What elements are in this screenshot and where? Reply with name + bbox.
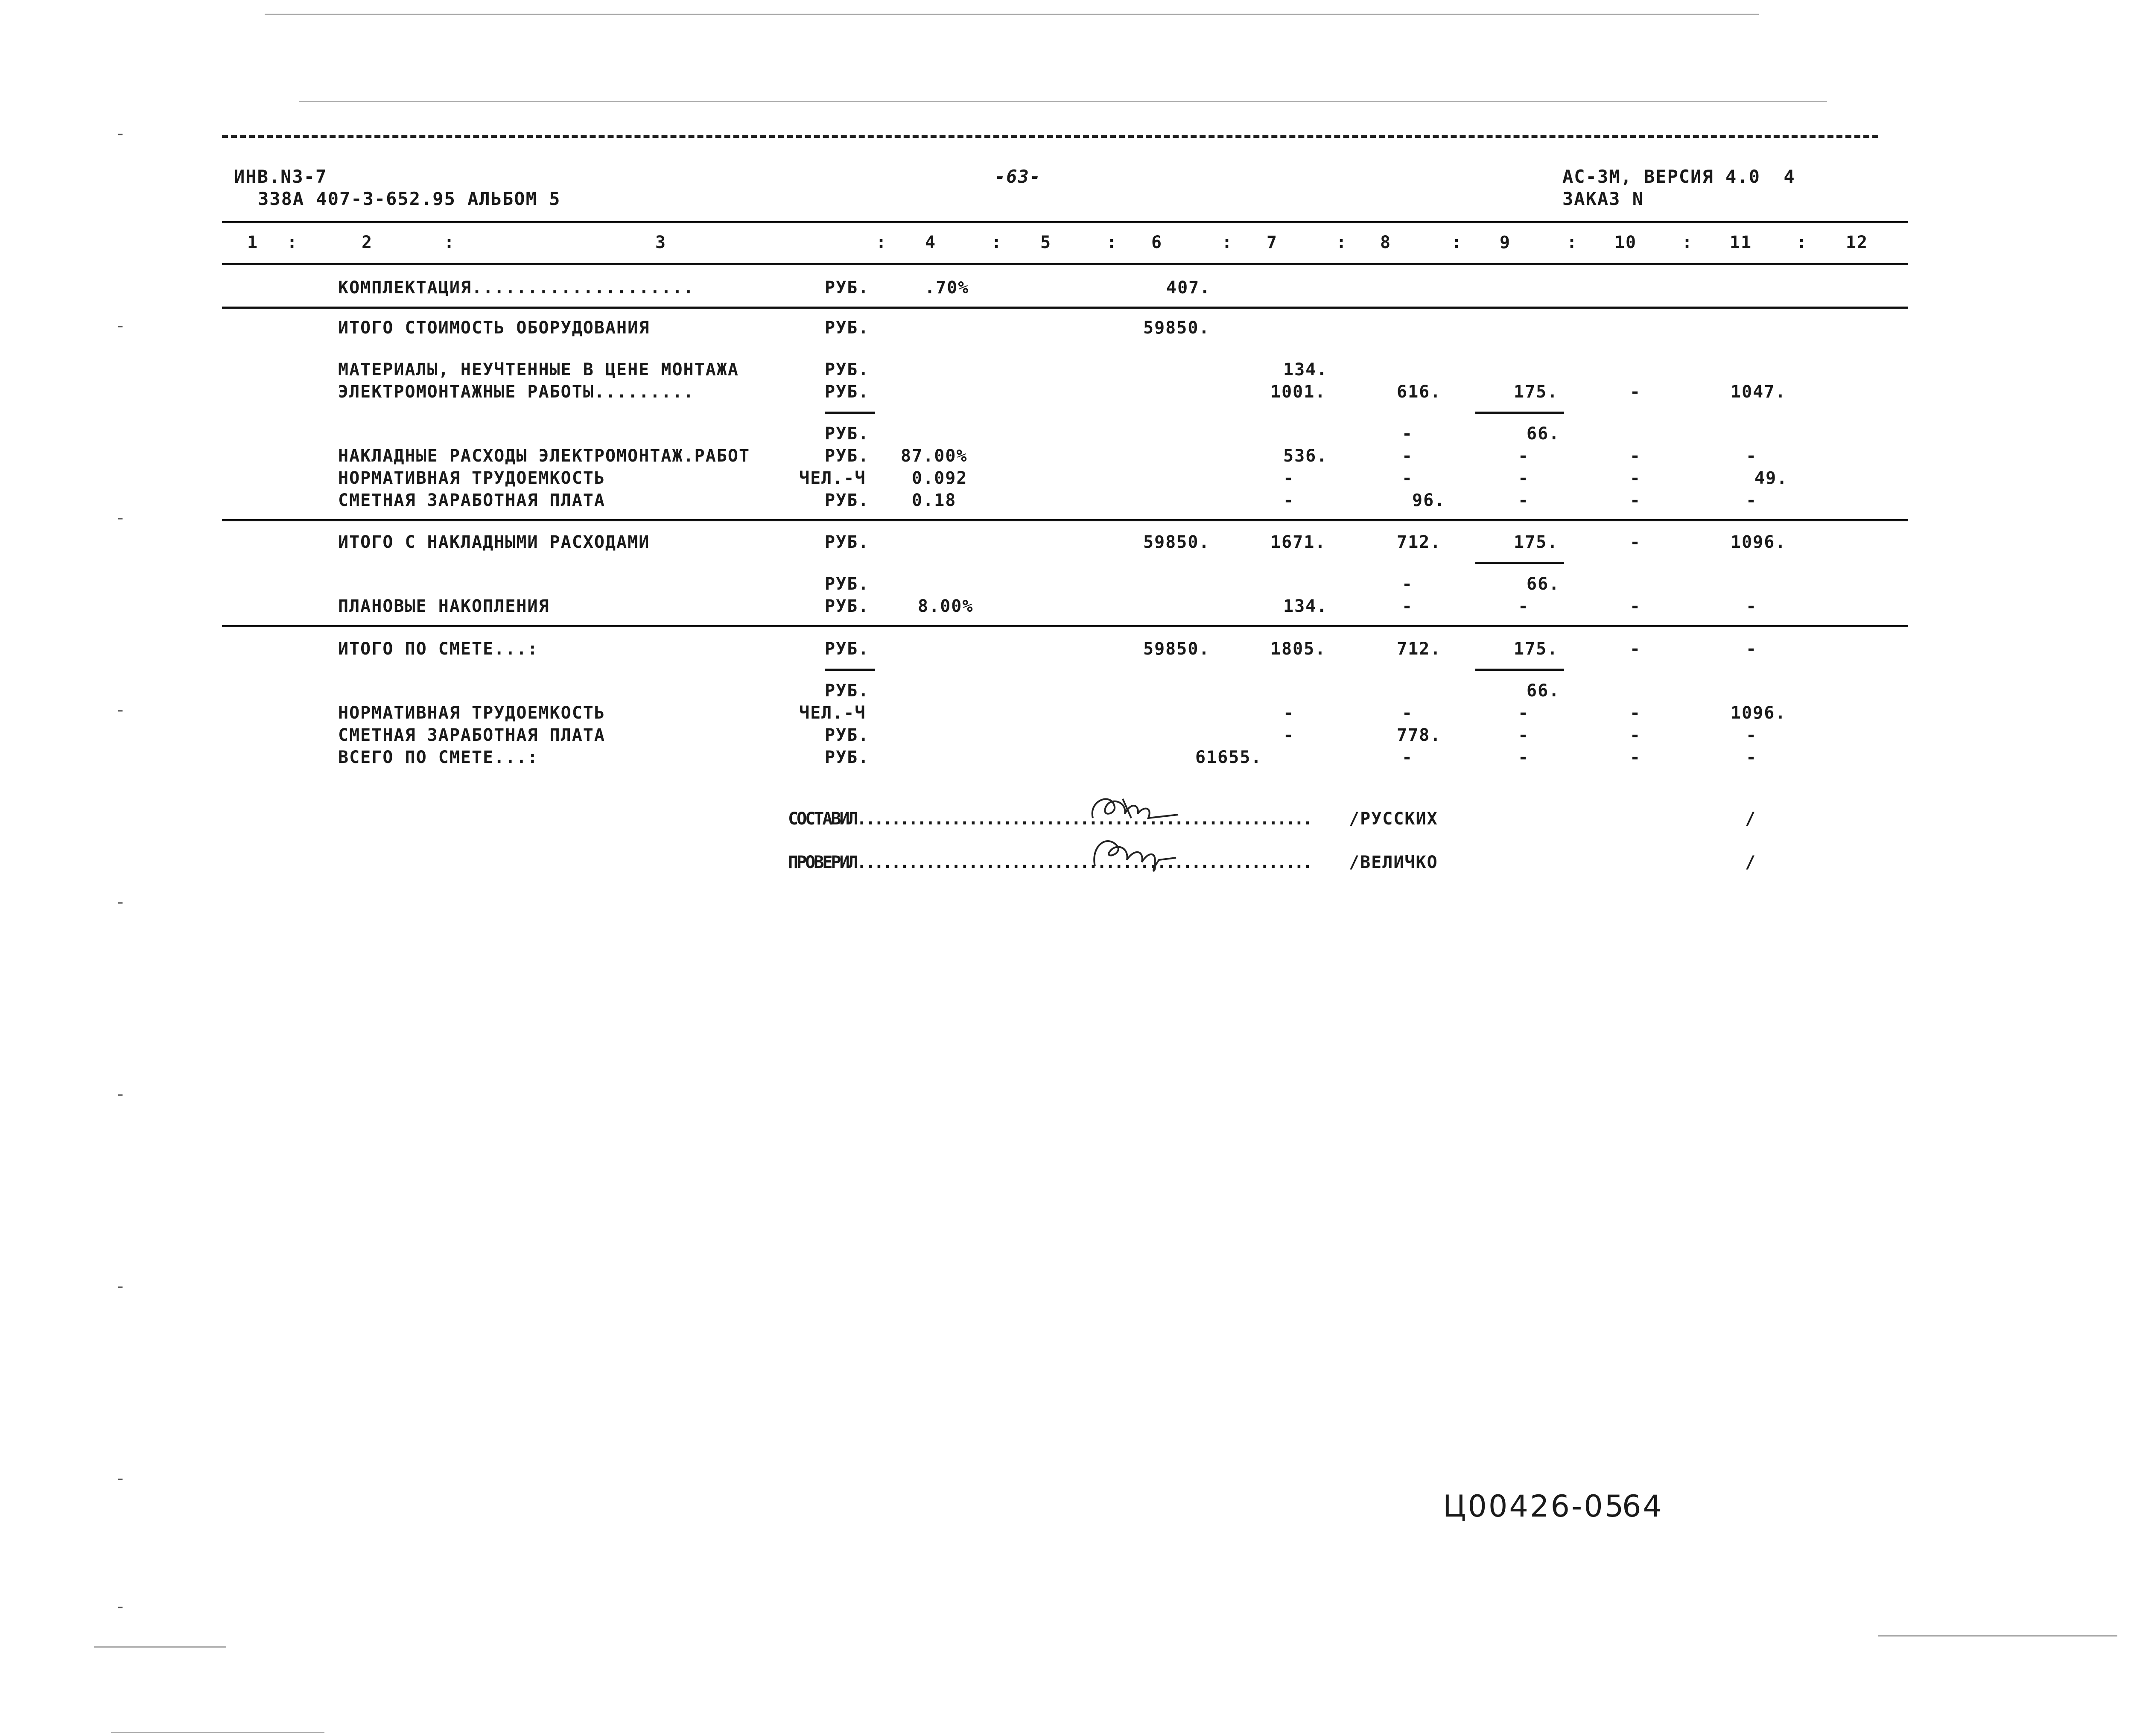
cell-zarplata-b-c10: - (1630, 725, 1641, 745)
compiled-by-end: / (1745, 809, 1757, 829)
col-header-3: 3 (655, 233, 667, 252)
cell-itogo-smeta-c11: - (1746, 639, 1757, 659)
checked-by-line: ПРОВЕРИЛ..................................................... (788, 853, 1311, 872)
col-header-6: 6 (1151, 233, 1163, 252)
section-rule-2 (222, 519, 1908, 521)
cell-trudoemkost-b-c8: - (1402, 703, 1413, 723)
cell-vsego-c6: 61655. (1195, 748, 1262, 767)
col-sep-2: : (444, 233, 455, 252)
album-reference: 338А 407-3-652.95 АЛЬБОМ 5 (258, 188, 561, 209)
cell-itogo-nakladnye-c7: 1671. (1270, 532, 1326, 552)
col-header-9: 9 (1499, 233, 1511, 252)
row-name-zarplata-b: СМЕТНАЯ ЗАРАБОТНАЯ ПЛАТА (338, 725, 605, 745)
cell-itogo-nakladnye-c10: - (1630, 532, 1641, 552)
cell-nakladnye-c4: 87.00% (901, 446, 968, 466)
cell-rub-b-c8: - (1402, 574, 1413, 594)
row-name-nakladnye: НАКЛАДНЫЕ РАСХОДЫ ЭЛЕКТРОМОНТАЖ.РАБОТ (338, 446, 750, 466)
edge-mark-9: - (115, 1597, 126, 1616)
row-name-zarplata-a: СМЕТНАЯ ЗАРАБОТНАЯ ПЛАТА (338, 491, 605, 510)
page-number: -63- (995, 166, 1042, 187)
row-name-vsego: ВСЕГО ПО СМЕТЕ...: (338, 748, 539, 767)
cell-planovye-c9: - (1518, 596, 1530, 616)
cell-planovye-c4: 8.00% (918, 596, 974, 616)
edge-mark-6: - (115, 1084, 126, 1104)
compiled-by-line: СОСТАВИЛ..................................................... (788, 809, 1311, 829)
cell-zarplata-a-c11: - (1746, 491, 1757, 510)
cell-vsego-c11: - (1746, 748, 1757, 767)
cell-zarplata-a-c9: - (1518, 491, 1530, 510)
col-header-8: 8 (1380, 233, 1392, 252)
cell-elektromontazh-c8: 616. (1397, 382, 1442, 402)
row-unit-vsego: РУБ. (825, 748, 870, 767)
section-rule-1 (222, 307, 1908, 309)
row-name-planovye: ПЛАНОВЫЕ НАКОПЛЕНИЯ (338, 596, 550, 616)
compiled-by-signature (1084, 788, 1182, 835)
cell-nakladnye-c11: - (1746, 446, 1757, 466)
cell-trudoemkost-a-c10: - (1630, 468, 1641, 488)
cell-zarplata-a-c8: 96. (1412, 491, 1446, 510)
row-unit-komplektatsiya: РУБ. (825, 278, 870, 298)
cell-planovye-c7: 134. (1283, 596, 1328, 616)
cell-vsego-c10: - (1630, 748, 1641, 767)
edge-mark-3: - (115, 508, 126, 528)
col-sep-4: : (991, 233, 1003, 252)
cell-trudoemkost-b-c11: 1096. (1731, 703, 1787, 723)
cell-komplektatsiya-c4: .70% (925, 278, 969, 298)
cell-zarplata-a-c4: 0.18 (912, 491, 957, 510)
program-version: АС-3М, ВЕРСИЯ 4.0 4 (1562, 166, 1795, 187)
col-sep-9: : (1567, 233, 1578, 252)
cell-vsego-c8: - (1402, 748, 1413, 767)
col-header-11: 11 (1729, 233, 1752, 252)
cell-itogo-smeta-c6: 59850. (1143, 639, 1210, 659)
cell-itogo-nakladnye-c9: 175. (1514, 532, 1559, 552)
cell-elektromontazh-c10: - (1630, 382, 1641, 402)
col-sep-11: : (1796, 233, 1808, 252)
top-scan-line (265, 14, 1759, 15)
cell-vsego-c9: - (1518, 748, 1530, 767)
cell-zarplata-b-c7: - (1283, 725, 1295, 745)
checked-by-end: / (1745, 853, 1757, 872)
edge-mark-2: - (115, 316, 126, 336)
row-unit-itogo-nakladnye: РУБ. (825, 532, 870, 552)
cell-zarplata-a-c10: - (1630, 491, 1641, 510)
table-top-rule (222, 221, 1908, 223)
cell-nakladnye-c7: 536. (1283, 446, 1328, 466)
header-bottom-rule (222, 263, 1908, 265)
col-sep-3: : (876, 233, 887, 252)
cell-komplektatsiya-c6: 407. (1166, 278, 1211, 298)
edge-mark-5: - (115, 892, 126, 912)
row-unit-nakladnye: РУБ. (825, 446, 870, 466)
cell-itogo-smeta-c8: 712. (1397, 639, 1442, 659)
row-name-trudoemkost-b: НОРМАТИВНАЯ ТРУДОЕМКОСТЬ (338, 703, 605, 723)
cell-rub-a-c9: 66. (1527, 424, 1560, 444)
subtotal-underline-c9-3 (1475, 669, 1564, 671)
row-unit-itogo-smeta: РУБ. (825, 639, 870, 659)
cell-trudoemkost-b-c7: - (1283, 703, 1295, 723)
cell-itogo-oborudovaniya-c6: 59850. (1143, 318, 1210, 338)
cell-trudoemkost-b-c9: - (1518, 703, 1530, 723)
bottom-scan-line-left-2 (111, 1732, 324, 1733)
row-unit-trudoemkost-b: ЧЕЛ.-Ч (799, 703, 866, 723)
col-header-7: 7 (1266, 233, 1278, 252)
cell-itogo-nakladnye-c11: 1096. (1731, 532, 1787, 552)
col-header-2: 2 (361, 233, 373, 252)
cell-materialy-c7: 134. (1283, 360, 1328, 380)
subtotal-underline-unit-1 (825, 412, 875, 414)
row-name-itogo-oborudovaniya: ИТОГО СТОИМОСТЬ ОБОРУДОВАНИЯ (338, 318, 650, 338)
row-unit-zarplata-b: РУБ. (825, 725, 870, 745)
cell-rub-c-c9: 66. (1527, 681, 1560, 701)
col-header-10: 10 (1614, 233, 1637, 252)
col-sep-5: : (1106, 233, 1118, 252)
edge-mark-8: - (115, 1469, 126, 1488)
col-header-4: 4 (925, 233, 937, 252)
inventory-number: ИНВ.N3-7 (234, 166, 327, 187)
cell-trudoemkost-a-c9: - (1518, 468, 1530, 488)
row-unit-zarplata-a: РУБ. (825, 491, 870, 510)
cell-nakladnye-c9: - (1518, 446, 1530, 466)
row-name-itogo-nakladnye: ИТОГО С НАКЛАДНЫМИ РАСХОДАМИ (338, 532, 650, 552)
row-unit-itogo-oborudovaniya: РУБ. (825, 318, 870, 338)
row-name-elektromontazh: ЭЛЕКТРОМОНТАЖНЫЕ РАБОТЫ......... (338, 382, 695, 402)
cell-nakladnye-c10: - (1630, 446, 1641, 466)
row-unit-planovye: РУБ. (825, 596, 870, 616)
document-stamp: Ц00426-05 (1443, 1489, 1626, 1524)
perforation-line (222, 135, 1878, 138)
cell-zarplata-b-c9: - (1518, 725, 1530, 745)
top-scan-line-2 (299, 101, 1827, 102)
edge-mark-1: - (115, 124, 126, 143)
cell-trudoemkost-a-c7: - (1283, 468, 1295, 488)
row-name-komplektatsiya: КОМПЛЕКТАЦИЯ.................... (338, 278, 695, 298)
cell-rub-b-c9: 66. (1527, 574, 1560, 594)
order-number: ЗАКАЗ N (1562, 188, 1644, 209)
row-unit-materialy: РУБ. (825, 360, 870, 380)
bottom-scan-line-right (1878, 1635, 2117, 1637)
bottom-scan-line-left (94, 1646, 226, 1648)
cell-elektromontazh-c9: 175. (1514, 382, 1559, 402)
row-unit-elektromontazh: РУБ. (825, 382, 870, 402)
cell-elektromontazh-c7: 1001. (1270, 382, 1326, 402)
cell-rub-a-c8: - (1402, 424, 1413, 444)
checked-by-signature (1084, 830, 1182, 877)
cell-planovye-c10: - (1630, 596, 1641, 616)
compiled-by-name: /РУССКИХ (1349, 809, 1438, 829)
subtotal-underline-c9-2 (1475, 562, 1564, 564)
edge-mark-7: - (115, 1277, 126, 1296)
section-rule-3 (222, 625, 1908, 627)
sheet-number: 64 (1622, 1489, 1664, 1524)
cell-trudoemkost-a-c4: 0.092 (912, 468, 968, 488)
cell-planovye-c11: - (1746, 596, 1757, 616)
col-header-5: 5 (1040, 233, 1052, 252)
row-unit-rub-c: РУБ. (825, 681, 870, 701)
edge-mark-4: - (115, 700, 126, 720)
cell-trudoemkost-a-c8: - (1402, 468, 1413, 488)
row-unit-trudoemkost-a: ЧЕЛ.-Ч (799, 468, 866, 488)
checked-by-name: /ВЕЛИЧКО (1349, 853, 1438, 872)
cell-itogo-smeta-c10: - (1630, 639, 1641, 659)
col-sep-6: : (1222, 233, 1233, 252)
row-name-materialy: МАТЕРИАЛЫ, НЕУЧТЕННЫЕ В ЦЕНЕ МОНТАЖА (338, 360, 739, 380)
col-sep-10: : (1682, 233, 1693, 252)
col-sep-7: : (1336, 233, 1348, 252)
cell-zarplata-b-c11: - (1746, 725, 1757, 745)
cell-planovye-c8: - (1402, 596, 1413, 616)
row-unit-rub-b: РУБ. (825, 574, 870, 594)
row-name-trudoemkost-a: НОРМАТИВНАЯ ТРУДОЕМКОСТЬ (338, 468, 605, 488)
cell-trudoemkost-a-c11: 49. (1754, 468, 1788, 488)
cell-itogo-nakladnye-c6: 59850. (1143, 532, 1210, 552)
cell-itogo-nakladnye-c8: 712. (1397, 532, 1442, 552)
cell-elektromontazh-c11: 1047. (1731, 382, 1787, 402)
cell-trudoemkost-b-c10: - (1630, 703, 1641, 723)
row-unit-rub-a: РУБ. (825, 424, 870, 444)
col-header-1: 1 (247, 233, 259, 252)
cell-itogo-smeta-c7: 1805. (1270, 639, 1326, 659)
subtotal-underline-c9-1 (1475, 412, 1564, 414)
col-sep-1: : (287, 233, 298, 252)
row-name-itogo-smeta: ИТОГО ПО СМЕТЕ...: (338, 639, 539, 659)
col-header-12: 12 (1845, 233, 1868, 252)
cell-itogo-smeta-c9: 175. (1514, 639, 1559, 659)
cell-zarplata-b-c8: 778. (1397, 725, 1442, 745)
col-sep-8: : (1451, 233, 1463, 252)
subtotal-underline-unit-2 (825, 669, 875, 671)
cell-nakladnye-c8: - (1402, 446, 1413, 466)
cell-zarplata-a-c7: - (1283, 491, 1295, 510)
